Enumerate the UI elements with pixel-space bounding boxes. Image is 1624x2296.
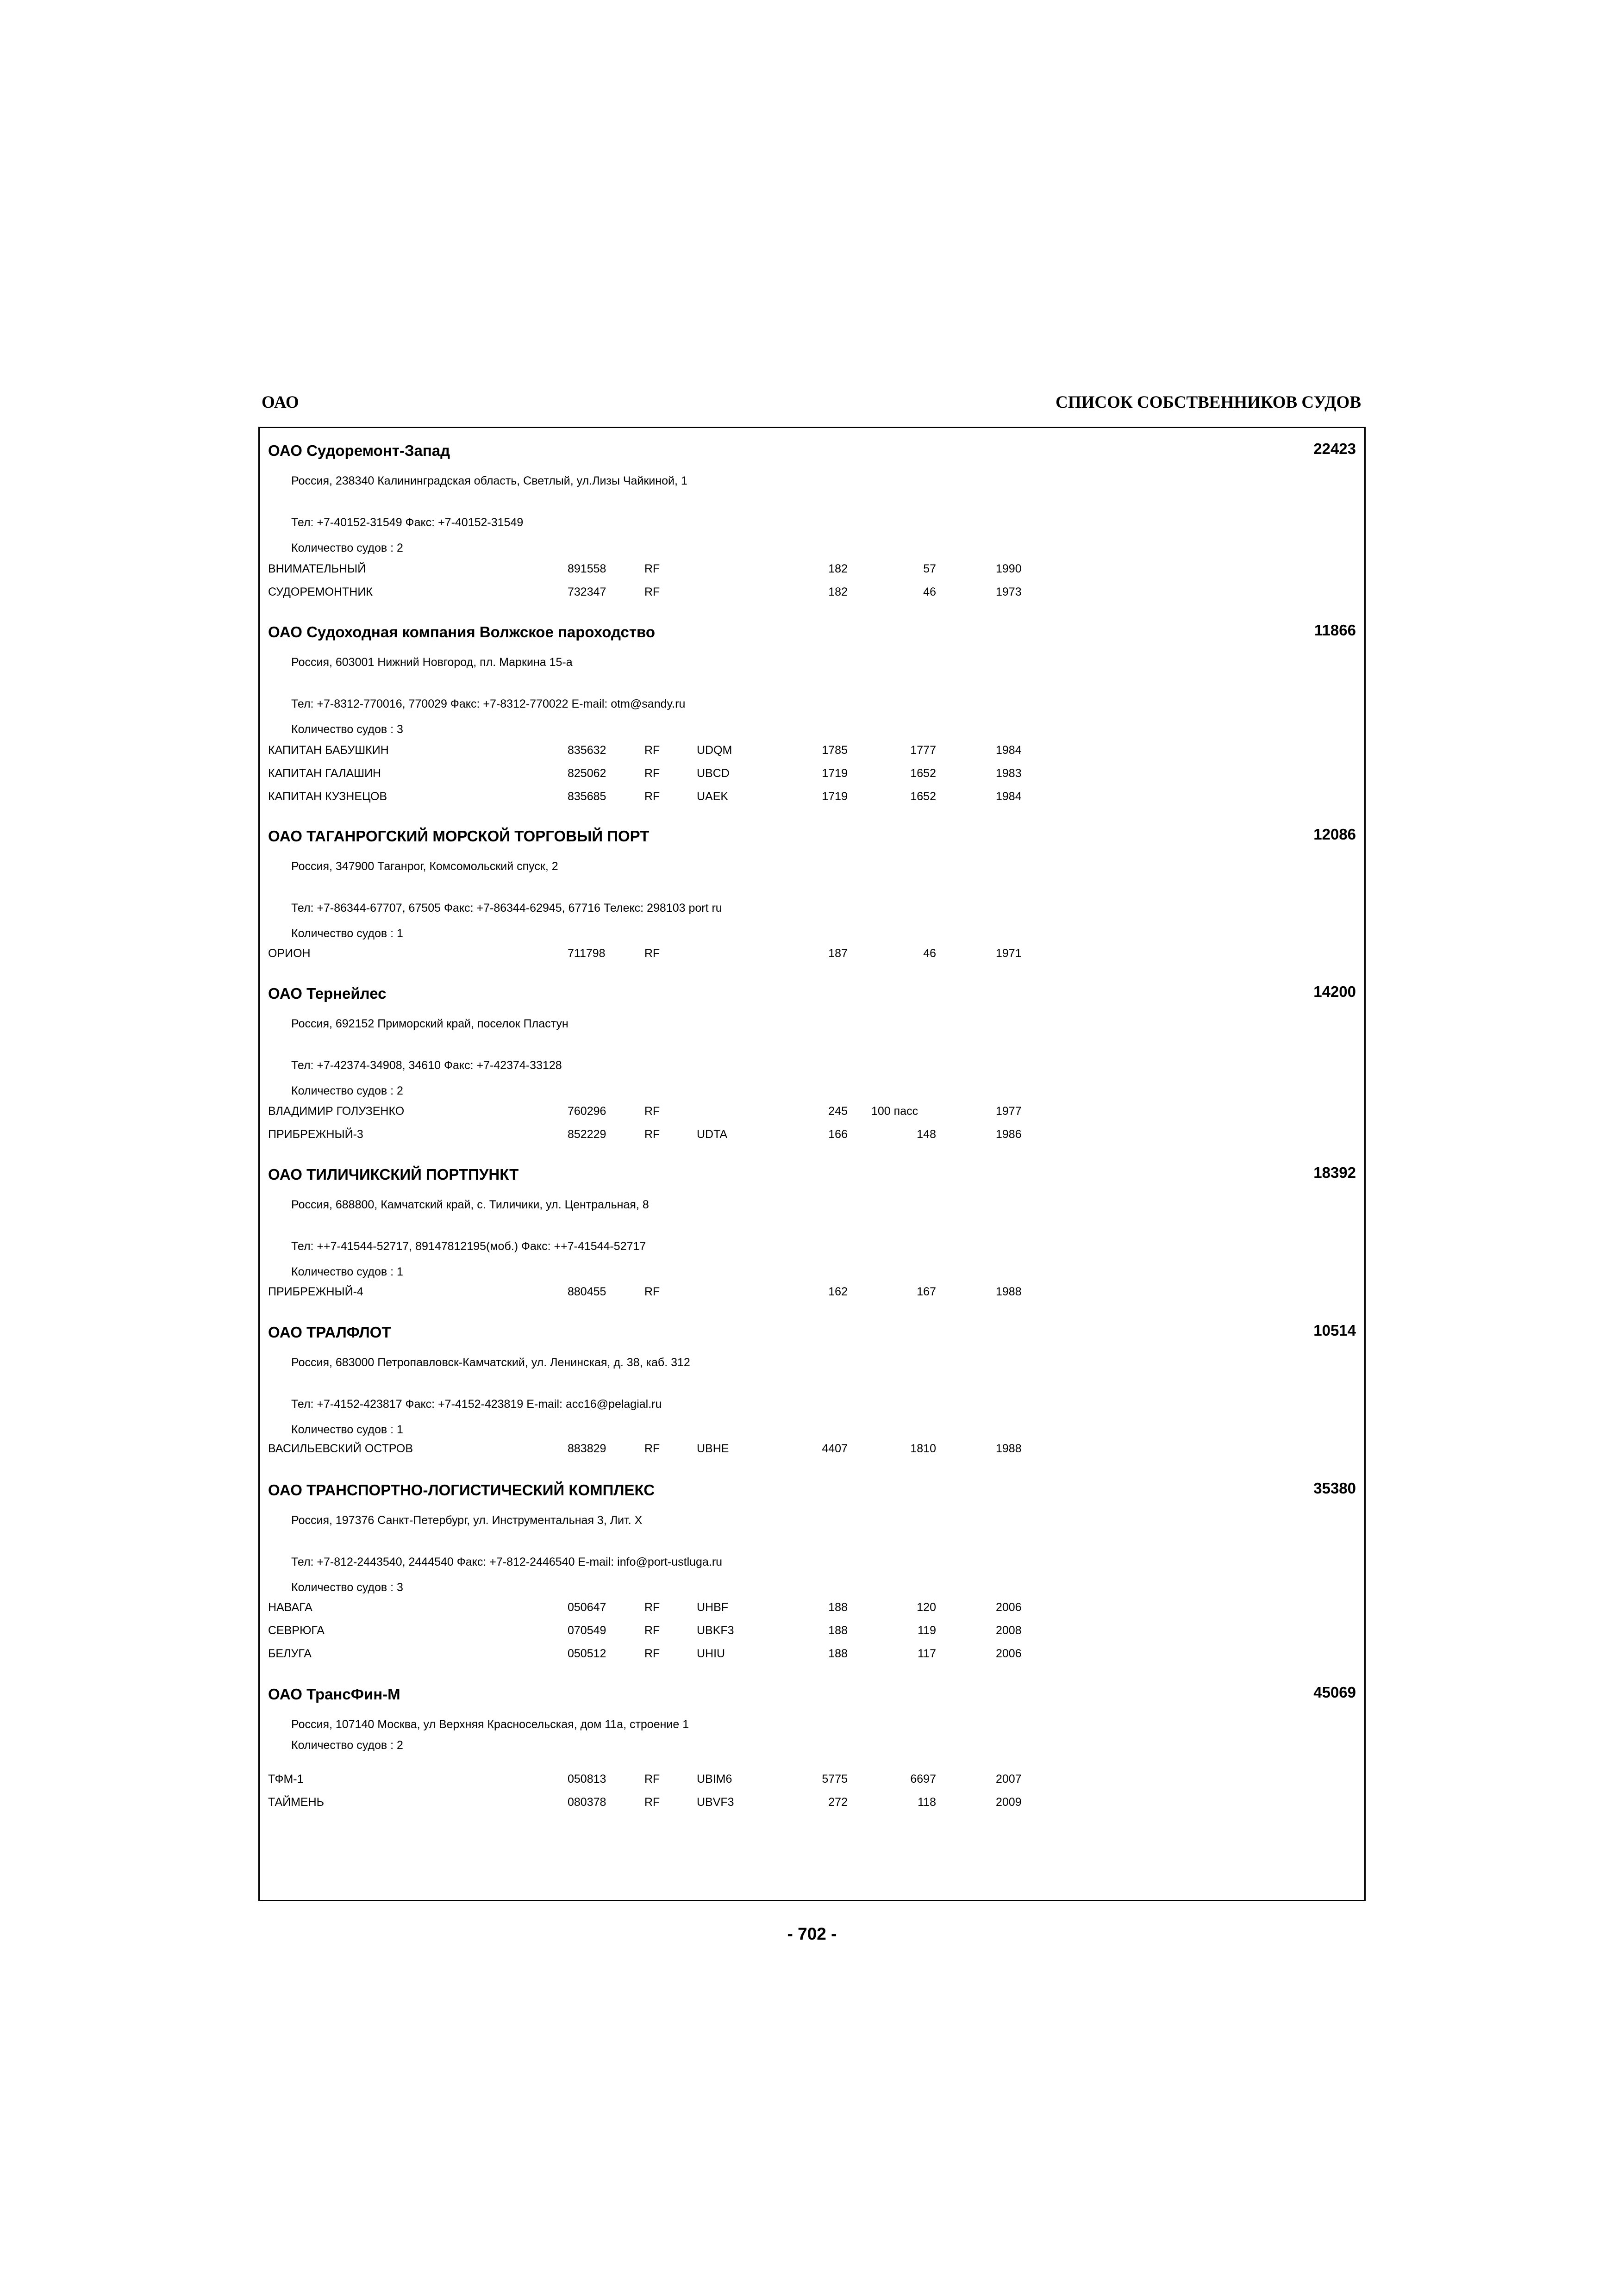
ship-build-year: 1988 [996, 1285, 1022, 1298]
ship-deadweight: 117 [918, 1647, 936, 1660]
header-right: СПИСОК СОБСТВЕННИКОВ СУДОВ [1056, 393, 1361, 412]
ship-build-year: 2008 [996, 1624, 1022, 1637]
company-address: Россия, 107140 Москва, ул Верхняя Красносельская, дом 11а, строение 1 [291, 1718, 689, 1731]
ship-number: 883829 [568, 1442, 606, 1455]
company-id: 45069 [1313, 1684, 1356, 1701]
ship-row [260, 1601, 1364, 1619]
ship-gross-tonnage: 188 [828, 1601, 848, 1614]
ship-number: 825062 [568, 767, 606, 780]
ship-deadweight: 46 [923, 585, 936, 598]
ship-flag: RF [644, 1624, 660, 1637]
ship-deadweight: 1652 [910, 767, 936, 780]
ship-name: ПРИБРЕЖНЫЙ-3 [268, 1128, 363, 1141]
ship-deadweight: 6697 [910, 1773, 936, 1786]
ship-row [260, 767, 1364, 785]
ship-name: БЕЛУГА [268, 1647, 312, 1660]
ship-count: Количество судов : 1 [291, 927, 403, 940]
ship-name: НАВАГА [268, 1601, 312, 1614]
ship-flag: RF [644, 585, 660, 598]
ship-name: ПРИБРЕЖНЫЙ-4 [268, 1285, 363, 1298]
ship-deadweight: 1652 [910, 790, 936, 803]
company-id: 35380 [1313, 1480, 1356, 1497]
ship-number: 835632 [568, 744, 606, 757]
ship-name: КАПИТАН БАБУШКИН [268, 744, 389, 757]
company-address: Россия, 347900 Таганрог, Комсомольский спуск, 2 [291, 860, 558, 873]
ship-flag: RF [644, 744, 660, 757]
company-contacts: Тел: +7-812-2443540, 2444540 Факс: +7-812-2446540 E-mail: info@port-ustluga.ru [291, 1556, 723, 1568]
company-contacts: Тел: ++7-41544-52717, 89147812195(моб.) Факс: ++7-41544-52717 [291, 1240, 646, 1253]
company-name: ОАО ТрансФин-М [268, 1686, 400, 1703]
ship-flag: RF [644, 562, 660, 575]
company-name: ОАО ТАГАНРОГСКИЙ МОРСКОЙ ТОРГОВЫЙ ПОРТ [268, 828, 650, 845]
ship-number: 760296 [568, 1105, 606, 1118]
ship-row [260, 562, 1364, 581]
ship-number: 050813 [568, 1773, 606, 1786]
ship-row [260, 585, 1364, 604]
page-number: - 702 - [787, 1924, 837, 1943]
company-id: 10514 [1313, 1322, 1356, 1339]
company-id: 14200 [1313, 983, 1356, 1000]
ship-gross-tonnage: 188 [828, 1624, 848, 1637]
ship-number: 891558 [568, 562, 606, 575]
ship-gross-tonnage: 5775 [822, 1773, 848, 1786]
ship-gross-tonnage: 1719 [822, 767, 848, 780]
ship-name: СЕВРЮГА [268, 1624, 325, 1637]
ship-name: ВЛАДИМИР ГОЛУЗЕНКО [268, 1105, 405, 1118]
ship-name: КАПИТАН КУЗНЕЦОВ [268, 790, 387, 803]
ship-number: 852229 [568, 1128, 606, 1141]
company-contacts: Тел: +7-86344-67707, 67505 Факс: +7-86344-62945, 67716 Телекс: 298103 port ru [291, 902, 722, 915]
company-address: Россия, 688800, Камчатский край, с. Тиличики, ул. Центральная, 8 [291, 1198, 649, 1211]
ship-gross-tonnage: 1719 [822, 790, 848, 803]
ship-deadweight: 167 [917, 1285, 936, 1298]
ship-number: 711798 [568, 947, 606, 960]
ship-deadweight: 1810 [910, 1442, 936, 1455]
ship-callsign: UDTA [697, 1128, 728, 1141]
ship-gross-tonnage: 182 [828, 562, 848, 575]
ship-callsign: UHIU [697, 1647, 725, 1660]
ship-row [260, 1285, 1364, 1304]
ship-row [260, 1796, 1364, 1814]
ship-build-year: 2006 [996, 1601, 1022, 1614]
ship-count: Количество судов : 1 [291, 1423, 403, 1436]
ship-flag: RF [644, 1128, 660, 1141]
ship-callsign: UDQM [697, 744, 732, 757]
header-left: ОАО [262, 393, 299, 412]
ship-number: 880455 [568, 1285, 606, 1298]
ship-flag: RF [644, 947, 660, 960]
company-name: ОАО Судоремонт-Запад [268, 442, 450, 459]
ship-gross-tonnage: 187 [828, 947, 848, 960]
company-contacts: Тел: +7-4152-423817 Факс: +7-4152-423819 E-mail: acc16@pelagial.ru [291, 1398, 662, 1411]
company-contacts: Тел: +7-40152-31549 Факс: +7-40152-31549 [291, 516, 524, 529]
ship-deadweight: 57 [923, 562, 936, 575]
ship-callsign: UBKF3 [697, 1624, 734, 1637]
ship-flag: RF [644, 1601, 660, 1614]
ship-number: 070549 [568, 1624, 606, 1637]
ship-flag: RF [644, 1796, 660, 1809]
ship-name: ТФМ-1 [268, 1773, 304, 1786]
ship-build-year: 2007 [996, 1773, 1022, 1786]
company-id: 12086 [1313, 826, 1356, 843]
company-address: Россия, 197376 Санкт-Петербург, ул. Инструментальная 3, Лит. Х [291, 1514, 643, 1527]
ship-gross-tonnage: 188 [828, 1647, 848, 1660]
ship-number: 050647 [568, 1601, 606, 1614]
ship-build-year: 1990 [996, 562, 1022, 575]
company-name: ОАО ТРАЛФЛОТ [268, 1324, 391, 1341]
ship-callsign: UBIM6 [697, 1773, 732, 1786]
ship-deadweight: 1777 [910, 744, 936, 757]
ship-deadweight: 46 [923, 947, 936, 960]
registry-frame [258, 427, 1366, 1901]
ship-row [260, 1105, 1364, 1123]
ship-build-year: 1971 [996, 947, 1022, 960]
company-contacts: Тел: +7-8312-770016, 770029 Факс: +7-8312-770022 E-mail: otm@sandy.ru [291, 697, 686, 710]
company-id: 22423 [1313, 440, 1356, 457]
ship-count: Количество судов : 3 [291, 723, 403, 736]
company-address: Россия, 692152 Приморский край, поселок Пластун [291, 1017, 568, 1030]
ship-build-year: 2006 [996, 1647, 1022, 1660]
ship-callsign: UBVF3 [697, 1796, 734, 1809]
ship-gross-tonnage: 1785 [822, 744, 848, 757]
ship-deadweight: 120 [917, 1601, 936, 1614]
ship-row [260, 744, 1364, 762]
ship-gross-tonnage: 182 [828, 585, 848, 598]
ship-count: Количество судов : 2 [291, 1084, 403, 1097]
ship-count: Количество судов : 2 [291, 541, 403, 554]
ship-deadweight: 148 [917, 1128, 936, 1141]
ship-build-year: 2009 [996, 1796, 1022, 1809]
company-name: ОАО ТИЛИЧИКСКИЙ ПОРТПУНКТ [268, 1166, 519, 1183]
ship-row [260, 947, 1364, 965]
ship-count: Количество судов : 1 [291, 1265, 403, 1278]
ship-deadweight: 100 пасс [871, 1105, 918, 1118]
ship-build-year: 1977 [996, 1105, 1022, 1118]
ship-flag: RF [644, 1285, 660, 1298]
ship-callsign: UHBF [697, 1601, 729, 1614]
ship-name: СУДОРЕМОНТНИК [268, 585, 373, 598]
ship-flag: RF [644, 1105, 660, 1118]
company-name: ОАО Судоходная компания Волжское пароходство [268, 623, 656, 641]
company-id: 18392 [1313, 1164, 1356, 1181]
ship-callsign: UAEK [697, 790, 729, 803]
ship-gross-tonnage: 162 [828, 1285, 848, 1298]
ship-callsign: UBHE [697, 1442, 729, 1455]
ship-flag: RF [644, 767, 660, 780]
company-id: 11866 [1314, 622, 1356, 639]
ship-build-year: 1986 [996, 1128, 1022, 1141]
ship-build-year: 1988 [996, 1442, 1022, 1455]
ship-row [260, 1128, 1364, 1146]
ship-row [260, 790, 1364, 809]
ship-flag: RF [644, 1773, 660, 1786]
company-address: Россия, 683000 Петропавловск-Камчатский, ул. Ленинская, д. 38, каб. 312 [291, 1356, 690, 1369]
ship-name: КАПИТАН ГАЛАШИН [268, 767, 381, 780]
ship-name: ВНИМАТЕЛЬНЫЙ [268, 562, 366, 575]
ship-flag: RF [644, 790, 660, 803]
company-name: ОАО ТРАНСПОРТНО-ЛОГИСТИЧЕСКИЙ КОМПЛЕКС [268, 1481, 655, 1499]
ship-flag: RF [644, 1647, 660, 1660]
ship-build-year: 1973 [996, 585, 1022, 598]
ship-name: ТАЙМЕНЬ [268, 1796, 325, 1809]
ship-name: ВАСИЛЬЕВСКИЙ ОСТРОВ [268, 1442, 413, 1455]
ship-build-year: 1983 [996, 767, 1022, 780]
ship-row [260, 1647, 1364, 1666]
ship-number: 050512 [568, 1647, 606, 1660]
ship-number: 080378 [568, 1796, 606, 1809]
ship-deadweight: 118 [918, 1796, 936, 1809]
ship-gross-tonnage: 272 [828, 1796, 848, 1809]
ship-gross-tonnage: 166 [828, 1128, 848, 1141]
company-contacts: Тел: +7-42374-34908, 34610 Факс: +7-42374-33128 [291, 1059, 562, 1072]
ship-row [260, 1773, 1364, 1791]
ship-count: Количество судов : 2 [291, 1739, 403, 1752]
company-address: Россия, 603001 Нижний Новгород, пл. Маркина 15-а [291, 656, 573, 669]
ship-row [260, 1624, 1364, 1643]
ship-name: ОРИОН [268, 947, 311, 960]
ship-flag: RF [644, 1442, 660, 1455]
ship-gross-tonnage: 4407 [822, 1442, 848, 1455]
ship-count: Количество судов : 3 [291, 1581, 403, 1594]
ship-build-year: 1984 [996, 744, 1022, 757]
ship-number: 835685 [568, 790, 606, 803]
ship-row [260, 1442, 1364, 1461]
company-address: Россия, 238340 Калининградская область, Светлый, ул.Лизы Чайкиной, 1 [291, 474, 687, 487]
ship-number: 732347 [568, 585, 606, 598]
ship-deadweight: 119 [918, 1624, 936, 1637]
ship-build-year: 1984 [996, 790, 1022, 803]
company-name: ОАО Тернейлес [268, 985, 387, 1002]
ship-gross-tonnage: 245 [828, 1105, 848, 1118]
ship-callsign: UBCD [697, 767, 730, 780]
